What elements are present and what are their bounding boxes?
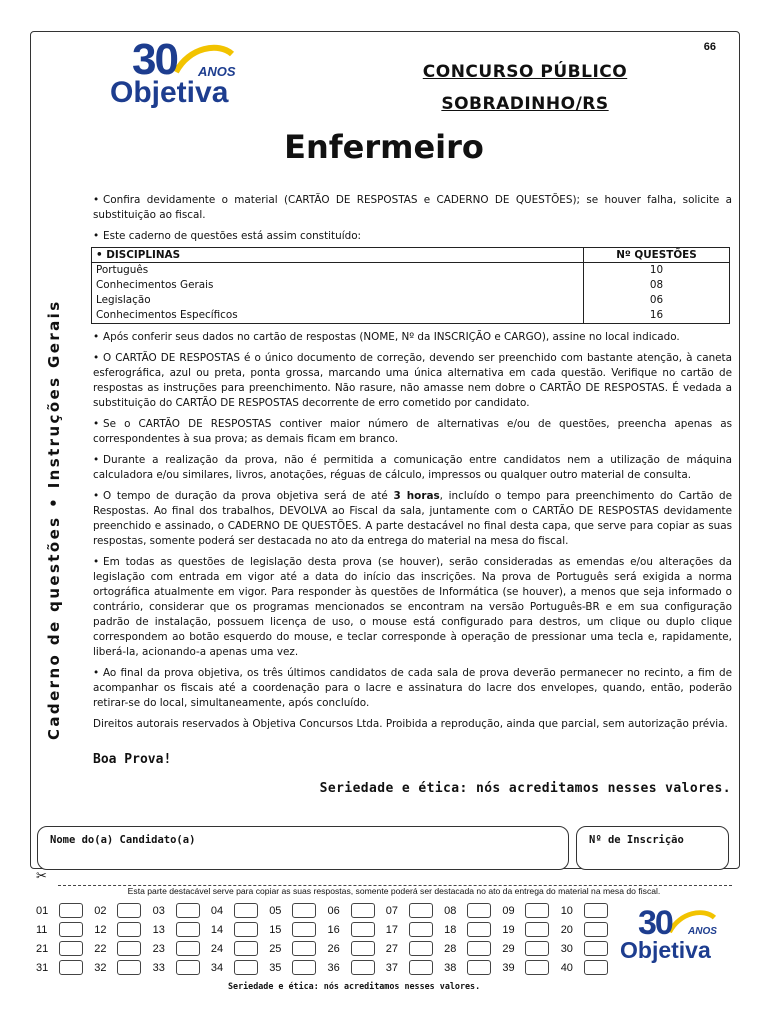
answer-box[interactable] xyxy=(351,922,375,937)
answer-number: 14 xyxy=(210,924,224,936)
answer-box[interactable] xyxy=(234,903,258,918)
instruction-answer-card: • O CARTÃO DE RESPOSTAS é o único documento de correção, devendo ser preenchido com bastante atenção, à caneta esferográfica, azul ou preta, ponta grossa, marcando uma única alternativa em cada questão. Verifique no cartão de respostas as instruções para preenchimento. Não rasure, não amasse nem dobre o CARTÃO DE RESPOSTAS. É vedada a substituição do CARTÃO DE RESPOSTAS decorrente de erro cometido por candidato. xyxy=(93,352,732,409)
objetiva-logo-bottom xyxy=(620,906,732,966)
answer-number: 13 xyxy=(152,924,165,936)
bullet-icon: • xyxy=(93,556,100,568)
instruction-last-three: • Ao final da prova objetiva, os três últimos candidatos de cada sala de prova deverão permanecer no recinto, a fim de acompanhar os fiscais até a coordenação para o lacre e assinatura do lacre dos envelopes, quando, então, poderão retirar-se do local, simultaneamente, após concluído. xyxy=(93,667,732,709)
answer-box[interactable] xyxy=(525,903,549,918)
answer-box[interactable] xyxy=(234,960,258,975)
answer-number: 37 xyxy=(385,962,399,974)
registration-number-field[interactable] xyxy=(576,826,729,870)
answer-number: 15 xyxy=(269,924,282,936)
answer-box[interactable] xyxy=(525,960,549,975)
answer-box[interactable] xyxy=(467,941,491,956)
answer-number: 29 xyxy=(502,943,515,955)
answer-number: 35 xyxy=(269,962,282,974)
answer-box[interactable] xyxy=(351,941,375,956)
logo-anos: ANOS xyxy=(198,64,236,79)
answer-box[interactable] xyxy=(59,922,83,937)
answer-box[interactable] xyxy=(409,922,433,937)
answer-box[interactable] xyxy=(59,960,83,975)
instruction-composition: • Este caderno de questões está assim constituído: xyxy=(93,230,362,242)
bullet-icon: • xyxy=(93,230,100,242)
logo-number: 30 xyxy=(638,904,672,942)
answer-number: 21 xyxy=(36,943,49,955)
bullet-icon: • xyxy=(93,454,100,466)
bullet-icon: • xyxy=(93,667,100,679)
answer-box[interactable] xyxy=(584,903,608,918)
table-row: Legislação 06 xyxy=(92,293,730,308)
bullet-icon: • xyxy=(93,490,100,502)
answer-box[interactable] xyxy=(409,960,433,975)
answer-box[interactable] xyxy=(176,922,200,937)
answer-number: 17 xyxy=(385,924,399,936)
answer-number: 39 xyxy=(502,962,515,974)
instructions xyxy=(93,193,732,738)
page-number: 66 xyxy=(703,41,716,53)
bullet-icon: • xyxy=(93,194,100,206)
answer-number: 01 xyxy=(36,905,49,917)
answer-box[interactable] xyxy=(351,960,375,975)
answer-box[interactable] xyxy=(409,941,433,956)
answer-number: 03 xyxy=(152,905,165,917)
answer-number: 40 xyxy=(560,962,573,974)
answer-number: 07 xyxy=(385,905,399,917)
answer-number: 02 xyxy=(94,905,107,917)
answer-box[interactable] xyxy=(584,941,608,956)
copyright-notice: Direitos autorais reservados à Objetiva Concursos Ltda. Proibida a reprodução, ainda que parcial, sem autorização prévia. xyxy=(93,718,728,730)
answer-number: 28 xyxy=(444,943,457,955)
answer-box[interactable] xyxy=(525,922,549,937)
logo-anos: ANOS xyxy=(688,926,717,937)
logo-number: 30 xyxy=(132,35,177,84)
answer-box[interactable] xyxy=(117,960,141,975)
answer-number: 26 xyxy=(327,943,340,955)
answer-number: 38 xyxy=(444,962,457,974)
answer-number: 11 xyxy=(36,924,48,936)
logo-brand: Objetiva xyxy=(620,937,711,963)
answer-box[interactable] xyxy=(409,903,433,918)
answer-number: 31 xyxy=(36,962,49,974)
answer-number: 32 xyxy=(94,962,107,974)
answer-number: 25 xyxy=(269,943,282,955)
answer-box[interactable] xyxy=(467,922,491,937)
instruction-sign: • Após conferir seus dados no cartão de respostas (NOME, Nº da INSCRIÇÃO e CARGO), assine no local indicado. xyxy=(93,331,680,343)
bullet-icon: • xyxy=(93,331,100,343)
answer-box[interactable] xyxy=(292,922,316,937)
answer-number: 34 xyxy=(210,962,224,974)
detach-note: Esta parte destacável serve para copiar as suas respostas, somente poderá ser destacada no ato da entrega do material na mesa do fiscal. xyxy=(127,886,661,896)
contest-location: SOBRADINHO/RS xyxy=(441,94,609,114)
answer-box[interactable] xyxy=(351,903,375,918)
answer-box[interactable] xyxy=(584,960,608,975)
answer-number: 06 xyxy=(327,905,340,917)
objetiva-logo-top xyxy=(110,35,250,109)
role-title: Enfermeiro xyxy=(284,128,484,166)
answer-box[interactable] xyxy=(292,941,316,956)
instruction-legislation: • Em todas as questões de legislação desta prova (se houver), serão consideradas as emendas e/ou alterações da legislação com entrada em vigor até a data do início das inscrições. Na prova de Português será exigida a norma ortográfica atualmente em vigor. Para responder às questões de Informática (se houver), a menos que seja informado o contrário, considerar que os programas mencionados se encontram na versão Português-BR e em sua configuração padrão de instalação, possuem licença de uso, o mouse está configurado para destros, um clique ou duplo clique correspondem ao botão esquerdo do mouse, e teclar corresponde à operação de pressionar uma tecla e, rapidamente, liberá-la, acionando-a apenas uma vez. xyxy=(93,556,732,658)
answer-box[interactable] xyxy=(117,903,141,918)
answer-box[interactable] xyxy=(292,903,316,918)
answer-box[interactable] xyxy=(467,960,491,975)
table-row: Português 10 xyxy=(92,263,730,279)
bottom-slogan: Seriedade e ética: nós acreditamos nesses valores. xyxy=(228,981,481,991)
candidate-name-field[interactable] xyxy=(37,826,569,870)
table-header-questions: Nº QUESTÕES xyxy=(584,248,730,263)
answer-number: 09 xyxy=(502,905,515,917)
answer-box[interactable] xyxy=(467,903,491,918)
answer-number: 16 xyxy=(327,924,340,936)
side-label: Caderno de questões • Instruções Gerais xyxy=(45,299,63,740)
bullet-icon: • xyxy=(93,352,100,364)
logo-brand: Objetiva xyxy=(110,76,229,109)
answer-box[interactable] xyxy=(176,960,200,975)
table-row: Conhecimentos Específicos 16 xyxy=(92,308,730,324)
candidate-name-label: Nome do(a) Candidato(a) xyxy=(50,834,196,846)
disciplines-table xyxy=(91,247,730,324)
bullet-icon: • xyxy=(93,418,100,430)
contest-title: CONCURSO PÚBLICO xyxy=(422,62,628,82)
instruction-more-alternatives: • Se o CARTÃO DE RESPOSTAS contiver maior número de alternativas e/ou de questões, preencha apenas as correspondentes à sua prova; as demais ficam em branco. xyxy=(93,418,732,445)
answer-box[interactable] xyxy=(117,922,141,937)
table-row: Conhecimentos Gerais 08 xyxy=(92,278,730,293)
answer-box[interactable] xyxy=(525,941,549,956)
instruction-check-material: • Confira devidamente o material (CARTÃO DE RESPOSTAS e CADERNO DE QUESTÕES); se houver falha, solicite a substituição ao fiscal. xyxy=(93,194,732,221)
answer-box[interactable] xyxy=(176,941,200,956)
answer-box[interactable] xyxy=(59,941,83,956)
answer-box[interactable] xyxy=(59,903,83,918)
answer-number: 20 xyxy=(560,924,573,936)
answer-number: 12 xyxy=(94,924,107,936)
answer-number: 22 xyxy=(94,943,107,955)
answer-number: 10 xyxy=(560,905,573,917)
answer-number: 08 xyxy=(444,905,457,917)
answer-number: 27 xyxy=(385,943,399,955)
answer-number: 36 xyxy=(327,962,340,974)
answer-number: 19 xyxy=(502,924,515,936)
boa-prova: Boa Prova! xyxy=(93,752,172,767)
answer-box[interactable] xyxy=(584,922,608,937)
answer-number: 33 xyxy=(152,962,165,974)
slogan: Seriedade e ética: nós acreditamos nesses valores. xyxy=(319,781,731,796)
registration-number-label: Nº de Inscrição xyxy=(589,834,684,846)
answer-number: 30 xyxy=(560,943,573,955)
table-header-disciplines: • DISCIPLINAS xyxy=(92,248,584,263)
answer-box[interactable] xyxy=(234,922,258,937)
instruction-duration: • O tempo de duração da prova objetiva será de até 3 horas, incluído o tempo para preenchimento do Cartão de Respostas. Ao final dos trabalhos, DEVOLVA ao Fiscal da sala, juntamente com o CARTÃO DE RESPOSTAS devidamente preenchido e assinado, o CADERNO DE QUESTÕES. A parte destacável no final desta capa, que serve para copiar as suas respostas, somente poderá ser destacada no ato da entrega do material na mesa do fiscal. xyxy=(93,490,732,547)
scissors-icon: ✂ xyxy=(36,869,47,884)
answer-box[interactable] xyxy=(234,941,258,956)
answer-number: 23 xyxy=(152,943,165,955)
answer-number: 18 xyxy=(444,924,457,936)
answer-box[interactable] xyxy=(117,941,141,956)
answer-number: 05 xyxy=(269,905,282,917)
answer-number: 04 xyxy=(210,905,224,917)
instruction-communication: • Durante a realização da prova, não é permitida a comunicação entre candidatos nem a utilização de máquina calculadora e/ou similares, livros, anotações, réguas de cálculo, impressos ou qualquer outro material de consulta. xyxy=(93,454,732,481)
answer-box[interactable] xyxy=(292,960,316,975)
answer-box[interactable] xyxy=(176,903,200,918)
answer-number: 24 xyxy=(210,943,224,955)
